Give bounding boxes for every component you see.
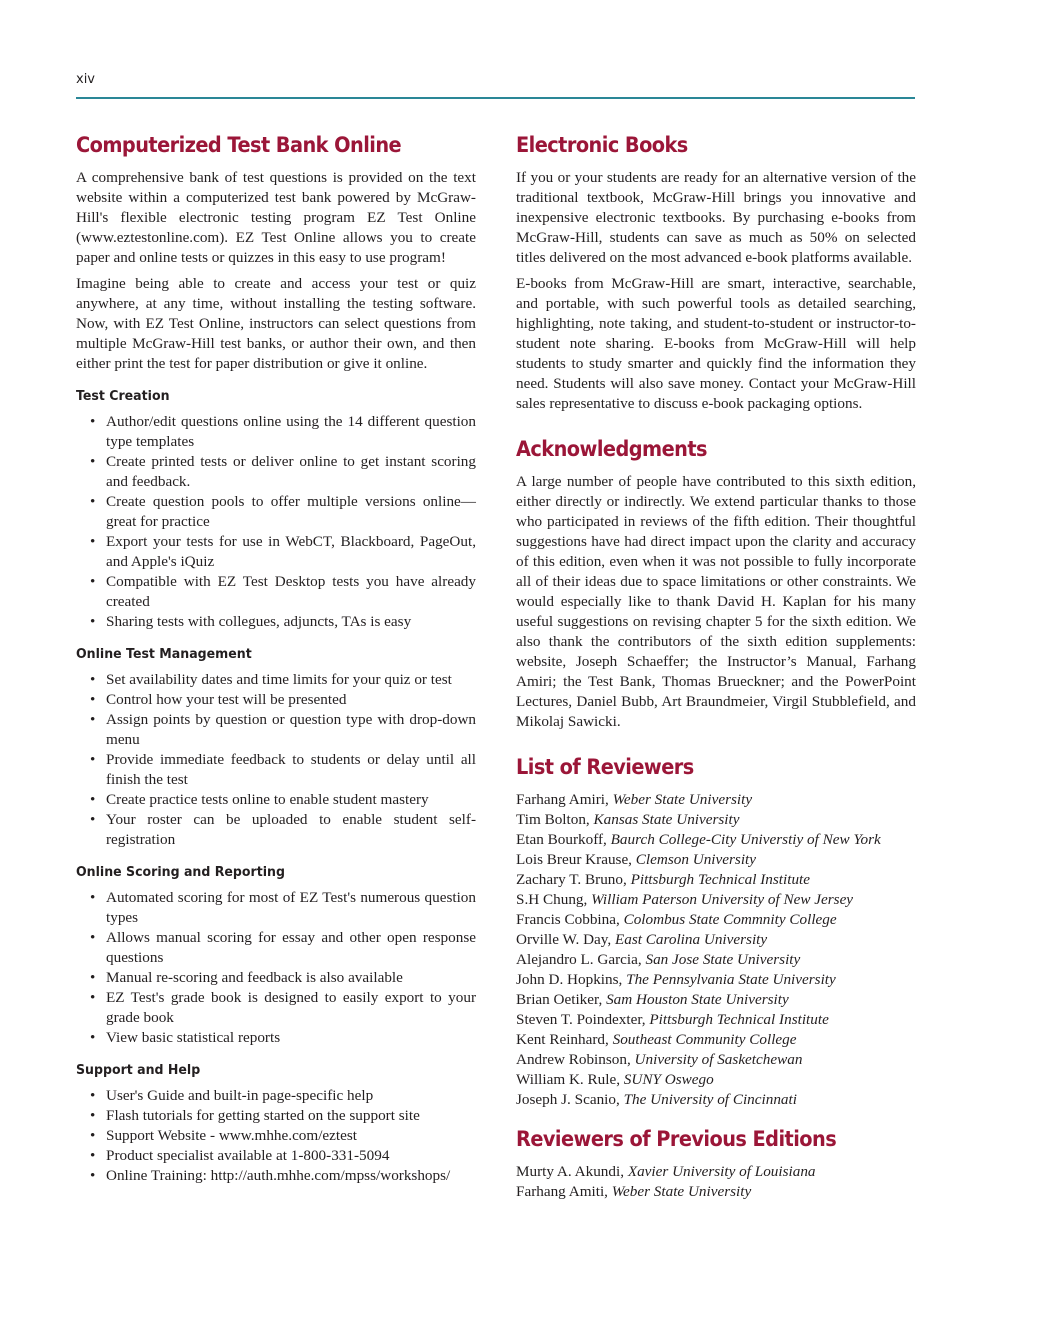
paragraph: Imagine being able to create and access your test or quiz anywhere, at any time, without installing the testing software. Now, with EZ Test Online, instructors can select questions from multiple McGraw-Hill test banks, or author their own, and then either print the test for paper distribution or give it online.: [76, 275, 476, 372]
list-item: • View basic statistical reports: [90, 1029, 281, 1046]
list-item: • Automated scoring for most of EZ Test's numerous question types: [90, 889, 476, 926]
reviewer-institution: Pittsburgh Technical Institute: [630, 871, 811, 888]
reviewer-institution: William Paterson University of New Jersey: [591, 891, 854, 908]
subsection-support-help: [76, 1060, 476, 1186]
bullet-icon: •: [90, 989, 96, 1006]
reviewer-institution: Weber State University: [612, 791, 753, 808]
reviewer-name: Etan Bourkoff,: [516, 831, 607, 848]
reviewer-institution: Pittsburgh Technical Institute: [649, 1011, 829, 1028]
reviewer-entry: [516, 1010, 916, 1030]
subsection-test-creation: [76, 386, 476, 632]
bullet-list: [76, 888, 476, 1048]
reviewer-name: S.H Chung,: [516, 891, 588, 908]
reviewer-entry: [516, 1050, 916, 1070]
bullet-icon: •: [90, 1107, 96, 1124]
list-item: • Set availability dates and time limits for your quiz or test: [90, 671, 452, 688]
list-item: • User's Guide and built-in page-specific help: [90, 1087, 374, 1104]
section-title-acknowledgments: Acknowledgments: [516, 437, 707, 461]
reviewer-name: Murty A. Akundi,: [516, 1163, 625, 1180]
reviewer-name: Zachary T. Bruno,: [516, 871, 627, 888]
bullet-list: [76, 412, 476, 632]
bullet-list: [76, 1086, 476, 1186]
reviewer-institution: Sam Houston State University: [606, 991, 789, 1008]
reviewer-entry: [516, 1070, 916, 1090]
reviewer-entry: [516, 950, 916, 970]
reviewer-institution: Kansas State University: [593, 811, 740, 828]
subsection-heading: Support and Help: [76, 1062, 201, 1078]
reviewer-name: Orville W. Day,: [516, 931, 612, 948]
bullet-icon: •: [90, 929, 96, 946]
reviewer-institution: The Pennsylvania State University: [626, 971, 836, 988]
bullet-list: [76, 670, 476, 850]
reviewer-name: Lois Breur Krause,: [516, 851, 632, 868]
reviewer-name: Kent Reinhard,: [516, 1031, 609, 1048]
reviewer-name: Farhang Amiri,: [516, 791, 609, 808]
reviewer-institution: Baurch College-City Universtiy of New York: [610, 831, 881, 848]
subsection-online-test-management: [76, 644, 476, 850]
section-title-electronic-books: Electronic Books: [516, 133, 688, 157]
bullet-icon: •: [90, 671, 96, 688]
reviewer-entry: [516, 910, 916, 930]
bullet-icon: •: [90, 969, 96, 986]
reviewer-name: Tim Bolton,: [516, 811, 590, 828]
reviewer-name: Francis Cobbina,: [516, 911, 620, 928]
bullet-icon: •: [90, 711, 96, 728]
reviewer-institution: Clemson University: [635, 851, 756, 868]
reviewer-name: Andrew Robinson,: [516, 1051, 631, 1068]
paragraph: E-books from McGraw-Hill are smart, interactive, searchable, and portable, with such powerful tools as detailed searching, highlighting, note taking, and student-to-student or instructor-to-student note sharing. E-books from McGraw-Hill will help students to study smarter and quickly find the information they need. Students will also save money. Contact your McGraw-Hill sales representative to discuss e-book packaging options.: [516, 275, 916, 412]
list-item: • Create question pools to offer multiple versions online— great for practice: [90, 493, 476, 530]
reviewer-institution: The University of Cincinnati: [623, 1091, 797, 1108]
section-title-reviewers: List of Reviewers: [516, 755, 694, 779]
list-item: • Allows manual scoring for essay and other open response questions: [90, 929, 476, 966]
list-item: • Create practice tests online to enable student mastery: [90, 791, 429, 808]
bullet-icon: •: [90, 1167, 96, 1184]
reviewer-entry: [516, 790, 916, 810]
bullet-icon: •: [90, 751, 96, 768]
spacer: [516, 738, 916, 752]
bullet-icon: •: [90, 1147, 96, 1164]
bullet-icon: •: [90, 613, 96, 630]
reviewer-entry: [516, 810, 916, 830]
reviewer-institution: Weber State University: [611, 1183, 752, 1200]
list-item: • Compatible with EZ Test Desktop tests you have already created: [90, 573, 476, 610]
reviewer-institution: University of Sasketchewan: [634, 1051, 803, 1068]
reviewer-entry: [516, 970, 916, 990]
reviewer-list: [516, 790, 916, 1110]
bullet-icon: •: [90, 889, 96, 906]
subsection-heading: Online Test Management: [76, 646, 252, 662]
reviewer-institution: Southeast Community College: [612, 1031, 797, 1048]
section-title-test-bank: Computerized Test Bank Online: [76, 133, 402, 157]
reviewer-entry: [516, 830, 916, 850]
reviewer-entry: [516, 1182, 916, 1202]
spacer: [516, 1110, 916, 1124]
reviewer-institution: San Jose State University: [645, 951, 801, 968]
subsection-online-scoring: [76, 862, 476, 1048]
list-item: • Manual re-scoring and feedback is also available: [90, 969, 403, 986]
list-item: • Flash tutorials for getting started on the support site: [90, 1107, 420, 1124]
paragraph: If you or your students are ready for an alternative version of the traditional textbook, McGraw-Hill brings you innovative and inexpensive electronic textbooks. By purchasing e-books from McGraw-Hill, students can save as much as 50% on selected titles delivered on the most advanced e-book platforms available.: [516, 169, 916, 266]
list-item: • Product specialist available at 1-800-331-5094: [90, 1147, 390, 1164]
reviewer-institution: Colombus State Commnity College: [623, 911, 837, 928]
list-item: • Assign points by question or question type with drop-down menu: [90, 711, 476, 748]
reviewer-entry: [516, 870, 916, 890]
bullet-icon: •: [90, 453, 96, 470]
list-item: • Export your tests for use in WebCT, Blackboard, PageOut, and Apple's iQuiz: [90, 533, 476, 570]
bullet-icon: •: [90, 493, 96, 510]
list-item: • EZ Test's grade book is designed to easily export to your grade book: [90, 989, 476, 1026]
list-item: • Control how your test will be presented: [90, 691, 347, 708]
reviewer-institution: Xavier University of Louisiana: [627, 1163, 816, 1180]
left-column: [76, 130, 476, 1186]
reviewer-name: Alejandro L. Garcia,: [516, 951, 642, 968]
bullet-icon: •: [90, 1029, 96, 1046]
list-item: • Author/edit questions online using the 14 different question type templates: [90, 413, 476, 450]
paragraph: A comprehensive bank of test questions is provided on the text website within a computerized test bank powered by McGraw-Hill's flexible electronic testing program EZ Test Online (www.eztestonline.com). EZ Test Online allows you to create paper and online tests or quizzes in this easy to use program!: [76, 169, 476, 266]
page-number: xiv: [76, 72, 95, 87]
list-item: • Sharing tests with collegues, adjuncts, TAs is easy: [90, 613, 412, 630]
reviewer-name: Brian Oetiker,: [516, 991, 603, 1008]
reviewer-entry: [516, 890, 916, 910]
bullet-icon: •: [90, 533, 96, 550]
reviewer-name: Steven T. Poindexter,: [516, 1011, 646, 1028]
reviewer-institution: SUNY Oswego: [623, 1071, 714, 1088]
reviewer-entry: [516, 1090, 916, 1110]
paragraph: A large number of people have contributed to this sixth edition, either directly or indirectly. We extend particular thanks to those who participated in reviews of the fifth edition. Their thoughtful suggestions have had direct impact upon the clarity and accuracy of this edition, even when it was not possible to fully incorporate all of their ideas due to space limitations or other constraints. We would especially like to thank David H. Kaplan for his many useful suggestions on revising chapter 5 for the sixth edition. We also thank the contributors of the sixth edition supplements: website, Joseph Schaeffer; the Instructor’s Manual, Farhang Amiri; the Test Bank, Thomas Brueckner; and the PowerPoint Lectures, Daniel Bubb, Art Braundmeier, Virgil Stubblefield, and Mikolaj Sawicki.: [516, 473, 916, 730]
reviewer-institution: East Carolina University: [614, 931, 768, 948]
list-item: • Create printed tests or deliver online to get instant scoring and feedback.: [90, 453, 476, 490]
reviewer-name: Farhang Amiti,: [516, 1183, 608, 1200]
list-item: • Your roster can be uploaded to enable student self-registration: [90, 811, 476, 848]
bullet-icon: •: [90, 573, 96, 590]
right-column: [516, 130, 916, 1202]
list-item: • Online Training: http://auth.mhhe.com/mpss/workshops/: [90, 1167, 451, 1184]
bullet-icon: •: [90, 811, 96, 828]
bullet-icon: •: [90, 691, 96, 708]
bullet-icon: •: [90, 413, 96, 430]
subsection-heading: Test Creation: [76, 388, 170, 404]
reviewer-entry: [516, 1162, 916, 1182]
list-item: • Support Website - www.mhhe.com/eztest: [90, 1127, 358, 1144]
reviewer-name: John D. Hopkins,: [516, 971, 623, 988]
reviewer-entry: [516, 850, 916, 870]
reviewer-entry: [516, 930, 916, 950]
reviewer-entry: [516, 1030, 916, 1050]
previous-reviewer-list: [516, 1162, 916, 1202]
header-rule: [76, 97, 915, 99]
section-title-previous-reviewers: Reviewers of Previous Editions: [516, 1127, 837, 1151]
spacer: [516, 420, 916, 434]
bullet-icon: •: [90, 1127, 96, 1144]
bullet-icon: •: [90, 791, 96, 808]
reviewer-name: William K. Rule,: [516, 1071, 620, 1088]
reviewer-name: Joseph J. Scanio,: [516, 1091, 620, 1108]
bullet-icon: •: [90, 1087, 96, 1104]
subsection-heading: Online Scoring and Reporting: [76, 864, 285, 880]
reviewer-entry: [516, 990, 916, 1010]
list-item: • Provide immediate feedback to students or delay until all finish the test: [90, 751, 476, 788]
